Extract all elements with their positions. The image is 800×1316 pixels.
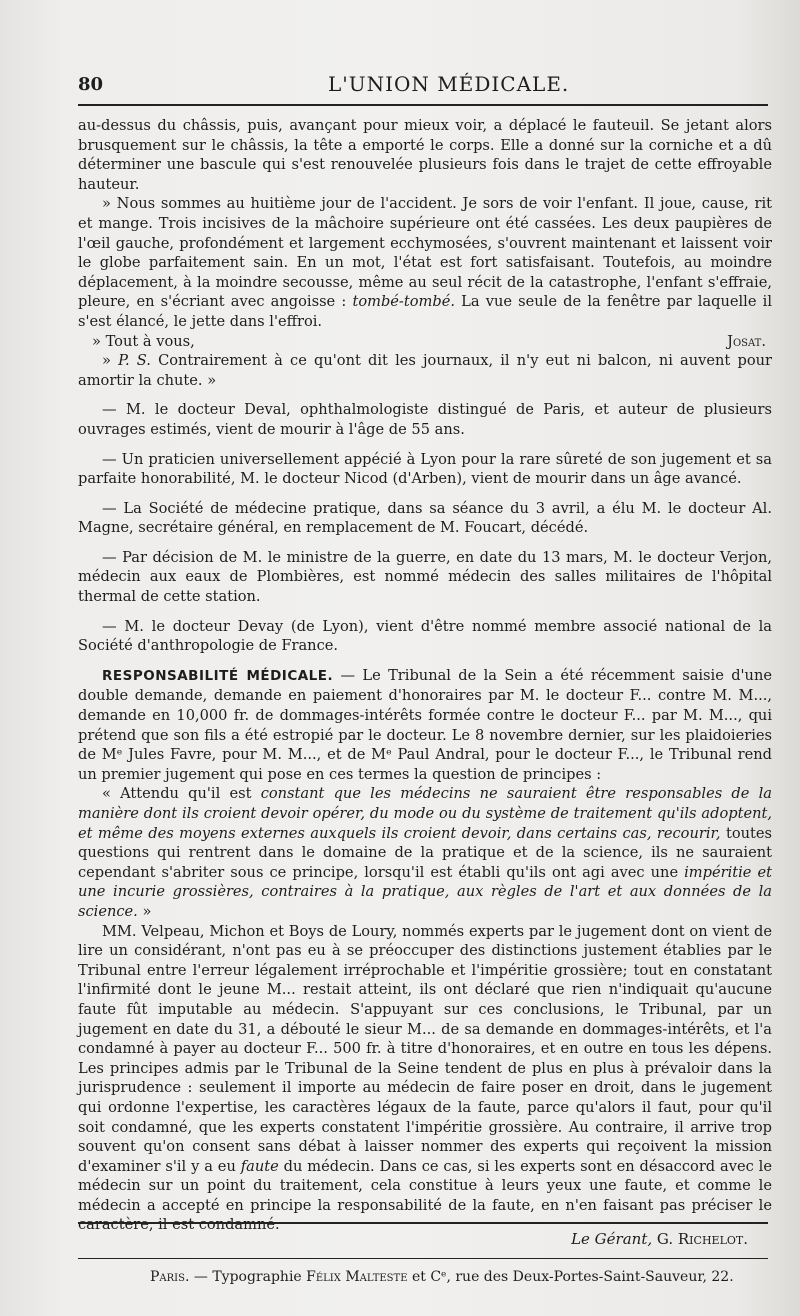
article-body (78, 116, 772, 1235)
news-item: — Par décision de M. le ministre de la guerre, en date du 13 mars, M. le docteur Verjon, médecin aux eaux de Plombières, est nommé médecin des salles militaires de l'hôpital thermal de cette station. (78, 548, 772, 606)
header-rule (78, 104, 768, 106)
footer-rule-top (78, 1222, 768, 1224)
page-header (78, 70, 768, 100)
news-item: — Un praticien universellement appécié à Lyon pour la rare sûreté de son jugement et sa parfaite honorabilité, M. le docteur Nicod (d'Arben), vient de mourir dans un âge avancé. (78, 450, 772, 488)
signature: Josat. (727, 332, 766, 350)
news-item: — La Société de médecine pratique, dans sa séance du 3 avril, a élu M. le docteur Al. Magne, secrétaire général, en remplacement de M. Foucart, décédé. (78, 499, 772, 537)
closing-salutation: » Tout à vous, (92, 332, 195, 350)
news-item: — M. le docteur Deval, ophthalmologiste distingué de Paris, et auteur de plusieurs ouvrages estimés, vient de mourir à l'âge de 55 ans. (78, 401, 772, 438)
section-heading: RESPONSABILITÉ MÉDICALE. (102, 667, 334, 684)
closing-line (78, 332, 772, 352)
running-title: L'UNION MÉDICALE. (328, 72, 570, 96)
postscript-label: P. S. (118, 352, 151, 370)
news-item: RESPONSABILITÉ MÉDICALE. — Le Tribunal de la Sein a été récemment saisie d'une double demande, demande en paiement d'honoraires par M. le docteur F... contre M. M..., demande en 10,000 fr. de dommages-intérêts formée contre le docteur F... par M. M..., qui prétend que son fils a été estropié par le docteur. Le 8 novembre dernier, sur les plaidoieries de Mᵉ Jules Favre, pour M. M..., et de Mᵉ Paul Andral, pour le docteur F..., le Tribunal rend un premier jugement qui pose en ces termes la question de principes : (78, 666, 772, 783)
page-number: 80 (78, 74, 104, 95)
imprint-line: Paris. — Typographie Félix Malteste et Cᵉ, rue des Deux-Portes-Saint-Sauveur, 22. (150, 1269, 734, 1285)
paragraph: MM. Velpeau, Michon et Boys de Loury, nommés experts par le jugement dont on vient de lire un considérant, n'ont pas eu à se préoccuper des distinctions justement établies par le Tribunal entre l'erreur légalement irréprochable et l'impéritie grossière; tout en constatant l'infirmité dont le jeune M... restait atteint, ils ont déclaré que rien n'indiquait qu'aucune faute fût imputable au médecin. S'appuyant sur ces conclusions, le Tribunal, par un jugement en date du 31, a débouté le sieur M... de sa demande en dommages-intérêts, et l'a condamné à payer au docteur F... 500 fr. à titre d'honoraires, et en outre en tous les dépens. Les principes admis par le Tribunal de la Seine tendent de plus en plus à prévaloir dans la jurisprudence : seulement il importe au médecin de faire poser en droit, dans le jugement qui ordonne l'expertise, les caractères légaux de la faute, parce qu'alors il faut, pour qu'il soit condamné, que les experts constatent l'impéritie grossière. Au contraire, il arrive trop souvent qu'on consent sans débat à laisser nommer des experts qui reçoivent la mission d'examiner s'il y a eu faute du médecin. Dans ce cas, si les experts sont en désaccord avec le médecin sur un point du traitement, cela constitue à leurs yeux une faute, et comme le médecin a accepté en principe la responsabilité de la faute, en n'en faisant pas préciser le caractère, il est condamné. (78, 922, 772, 1234)
quoted-judgment: « Attendu qu'il est constant que les médecins ne sauraient être responsables de la manière dont ils croient devoir opérer, du mode ou du système de traitement qu'ils adoptent, et même des moyens externes auxquels ils croient devoir, dans certains cas, recourir, toutes questions qui rentrent dans le domaine de la pratique et de la science, ils ne sauraient cependant s'abriter sous ce principe, lorsqu'il est établi qu'ils ont agi avec une impéritie et une incurie grossières, contraires à la pratique, aux règles de l'art et aux données de la science. » (78, 785, 772, 920)
emphasis: tombé-tombé. (352, 293, 455, 311)
news-item: — M. le docteur Devay (de Lyon), vient d'être nommé membre associé national de la Société d'anthropologie de France. (78, 617, 772, 655)
paragraph: » P. S. Contrairement à ce qu'ont dit les journaux, il n'y eut ni balcon, ni auvent pour amortir la chute. » (78, 352, 772, 389)
paragraph: » Nous sommes au huitième jour de l'accident. Je sors de voir l'enfant. Il joue, cause, rit et mange. Trois incisives de la mâchoire supérieure ont été cassées. Les deux paupières de l'œil gauche, profondément et largement ecchymosées, s'ouvrent maintenant et laissent voir le globe parfaitement sain. En un mot, l'état est fort satisfaisant. Toutefois, au moindre déplacement, à la moindre secousse, même au seul récit de la catastrophe, l'enfant s'effraie, pleure, en s'écriant avec angoisse : tombé-tombé. La vue seule de la fenêtre par laquelle il s'est élancé, le jette dans l'effroi. (78, 195, 772, 330)
gerant-line: Le Gérant, G. Richelot. (571, 1230, 748, 1248)
paragraph: au-dessus du châssis, puis, avançant pour mieux voir, a déplacé le fauteuil. Se jetant alors brusquement sur le châssis, la tête a emporté le corps. Elle a donné sur la corniche et a dû déterminer une bascule qui s'est renouvelée plusieurs fois dans le trajet de cette effroyable hauteur. (78, 117, 772, 193)
footer-rule-bottom (78, 1258, 768, 1259)
